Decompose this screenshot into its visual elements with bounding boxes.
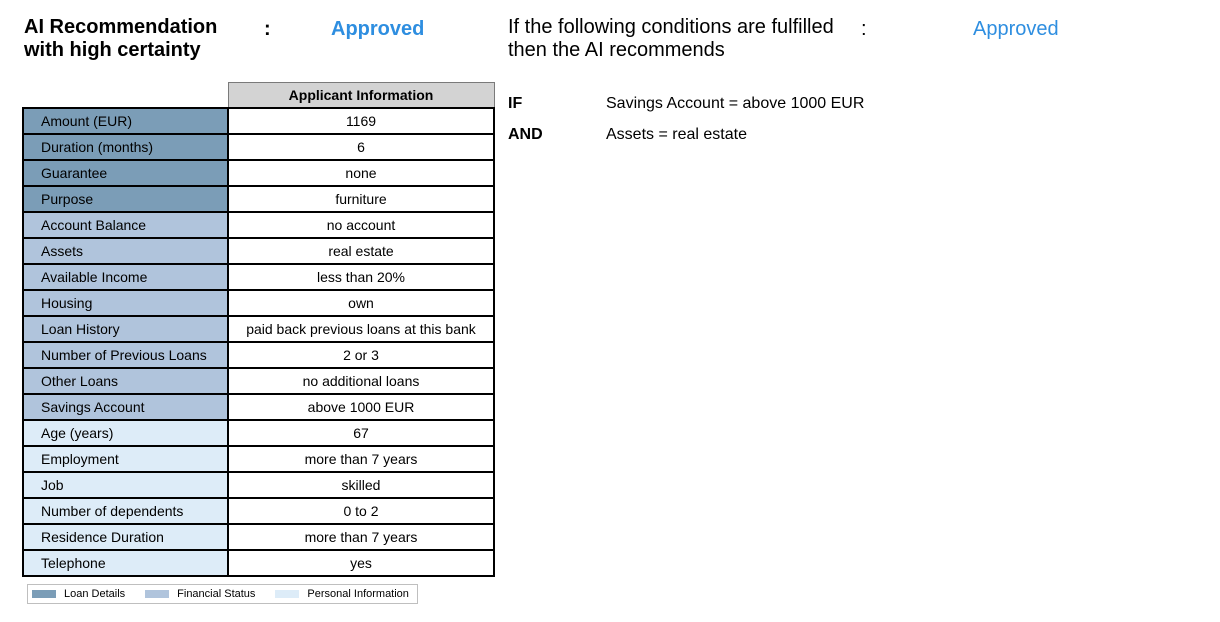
applicant-table <box>22 82 495 577</box>
row-label: Guarantee <box>23 160 228 186</box>
legend-item-loan <box>32 588 125 600</box>
row-value: more than 7 years <box>228 446 494 472</box>
recommendation-title <box>24 16 217 62</box>
row-label: Other Loans <box>23 368 228 394</box>
row-label: Residence Duration <box>23 524 228 550</box>
row-label: Employment <box>23 446 228 472</box>
row-value: no additional loans <box>228 368 494 394</box>
row-value: less than 20% <box>228 264 494 290</box>
row-label: Purpose <box>23 186 228 212</box>
row-value: 0 to 2 <box>228 498 494 524</box>
row-value: no account <box>228 212 494 238</box>
rule-condition-and <box>508 123 747 147</box>
row-label: Telephone <box>23 550 228 576</box>
legend-swatch <box>275 590 299 598</box>
legend-label: Loan Details <box>64 588 126 600</box>
row-value: 67 <box>228 420 494 446</box>
rule-condition-text: Assets = real estate <box>606 126 747 143</box>
table-row <box>23 134 494 160</box>
table-row <box>23 550 494 576</box>
recommendation-title-line-1: AI Recommendation <box>24 16 218 38</box>
row-value: real estate <box>228 238 494 264</box>
row-value: 2 or 3 <box>228 342 494 368</box>
row-value: none <box>228 160 494 186</box>
table-row <box>23 238 494 264</box>
recommendation-value: Approved <box>331 18 425 40</box>
table-row <box>23 290 494 316</box>
table-row <box>23 524 494 550</box>
table-corner <box>23 83 228 109</box>
rule-title-line-2: then the AI recommends <box>508 39 725 61</box>
table-row <box>23 160 494 186</box>
table-row <box>23 446 494 472</box>
row-label: Amount (EUR) <box>23 108 228 134</box>
table-row <box>23 342 494 368</box>
table-row <box>23 108 494 134</box>
row-label: Available Income <box>23 264 228 290</box>
row-value: skilled <box>228 472 494 498</box>
row-value: 1169 <box>228 108 494 134</box>
row-label: Savings Account <box>23 394 228 420</box>
row-label: Account Balance <box>23 212 228 238</box>
recommendation-colon: : <box>264 18 271 40</box>
legend-item-financial <box>145 588 255 600</box>
category-legend <box>27 584 418 604</box>
legend-label: Personal Information <box>307 588 409 600</box>
table-row <box>23 498 494 524</box>
table-row <box>23 186 494 212</box>
row-value: paid back previous loans at this bank <box>228 316 494 342</box>
rule-colon: : <box>861 18 867 40</box>
row-value: more than 7 years <box>228 524 494 550</box>
table-header: Applicant Information <box>228 83 494 109</box>
table-row <box>23 212 494 238</box>
table-row <box>23 472 494 498</box>
row-value: 6 <box>228 134 494 160</box>
legend-label: Financial Status <box>177 588 256 600</box>
row-value: yes <box>228 550 494 576</box>
rule-title-line-1: If the following conditions are fulfilled <box>508 16 834 38</box>
rule-value: Approved <box>973 18 1059 40</box>
row-value: own <box>228 290 494 316</box>
row-label: Loan History <box>23 316 228 342</box>
rule-condition-if <box>508 92 864 116</box>
table-row <box>23 316 494 342</box>
row-label: Number of dependents <box>23 498 228 524</box>
row-label: Number of Previous Loans <box>23 342 228 368</box>
row-label: Duration (months) <box>23 134 228 160</box>
row-value: above 1000 EUR <box>228 394 494 420</box>
row-label: Assets <box>23 238 228 264</box>
table-header-row <box>23 83 494 109</box>
rule-title <box>508 16 834 62</box>
row-label: Housing <box>23 290 228 316</box>
rule-condition-text: Savings Account = above 1000 EUR <box>606 95 865 112</box>
legend-swatch <box>145 590 169 598</box>
table-row <box>23 368 494 394</box>
table-row <box>23 420 494 446</box>
legend-item-personal <box>275 588 409 600</box>
legend-swatch <box>32 590 56 598</box>
table-row <box>23 394 494 420</box>
table-row <box>23 264 494 290</box>
row-value: furniture <box>228 186 494 212</box>
table-body <box>23 108 494 576</box>
rule-keyword: AND <box>508 126 543 143</box>
row-label: Age (years) <box>23 420 228 446</box>
rule-keyword: IF <box>508 95 523 112</box>
row-label: Job <box>23 472 228 498</box>
recommendation-title-line-2: with high certainty <box>24 39 201 61</box>
